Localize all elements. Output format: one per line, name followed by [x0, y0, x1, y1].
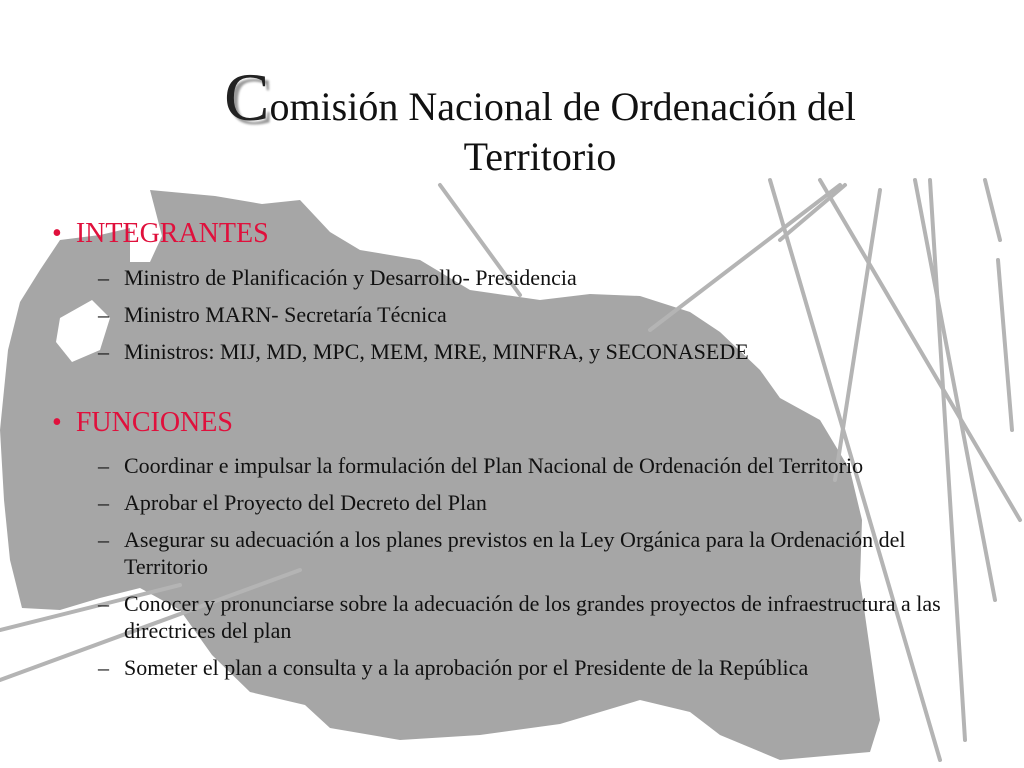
list-item — [98, 338, 978, 365]
title-line-1: omisión Nacional de Ordenación del — [269, 84, 856, 129]
funciones-list — [98, 452, 978, 681]
list-item — [98, 452, 978, 479]
dash-icon: – — [98, 265, 109, 290]
title-line-2: Territorio — [463, 134, 617, 179]
heading-text: INTEGRANTES — [75, 218, 269, 249]
item-text: Ministros: MIJ, MD, MPC, MEM, MRE, MINFRA, y SECONASEDE — [124, 339, 749, 364]
dash-icon: – — [98, 527, 109, 552]
list-item — [98, 526, 978, 580]
dash-icon: – — [98, 453, 109, 478]
section-heading-funciones — [52, 407, 233, 439]
slide-title — [150, 59, 930, 182]
item-text: Aprobar el Proyecto del Decreto del Plan — [124, 490, 487, 515]
list-item — [98, 301, 978, 328]
integrantes-list — [98, 264, 978, 365]
heading-text: FUNCIONES — [75, 407, 233, 438]
item-text: Ministro de Planificación y Desarrollo- Presidencia — [124, 265, 577, 290]
title-initial: C — [224, 59, 270, 135]
list-item — [98, 654, 978, 681]
list-item — [98, 489, 978, 516]
dash-icon: – — [98, 490, 109, 515]
bullet-icon: • — [52, 407, 62, 438]
item-text: Ministro MARN- Secretaría Técnica — [124, 302, 447, 327]
bullet-icon: • — [52, 218, 62, 249]
list-item — [98, 264, 978, 291]
dash-icon: – — [98, 655, 109, 680]
section-heading-integrantes — [52, 218, 269, 250]
dash-icon: – — [98, 302, 109, 327]
item-text: Asegurar su adecuación a los planes previstos en la Ley Orgánica para la Ordenación del Territorio — [124, 527, 906, 579]
item-text: Someter el plan a consulta y a la aprobación por el Presidente de la República — [124, 655, 809, 680]
dash-icon: – — [98, 591, 109, 616]
list-item — [98, 590, 978, 644]
dash-icon: – — [98, 339, 109, 364]
item-text: Coordinar e impulsar la formulación del Plan Nacional de Ordenación del Territorio — [124, 453, 864, 478]
item-text: Conocer y pronunciarse sobre la adecuación de los grandes proyectos de infraestructura a las directrices del plan — [124, 591, 941, 643]
